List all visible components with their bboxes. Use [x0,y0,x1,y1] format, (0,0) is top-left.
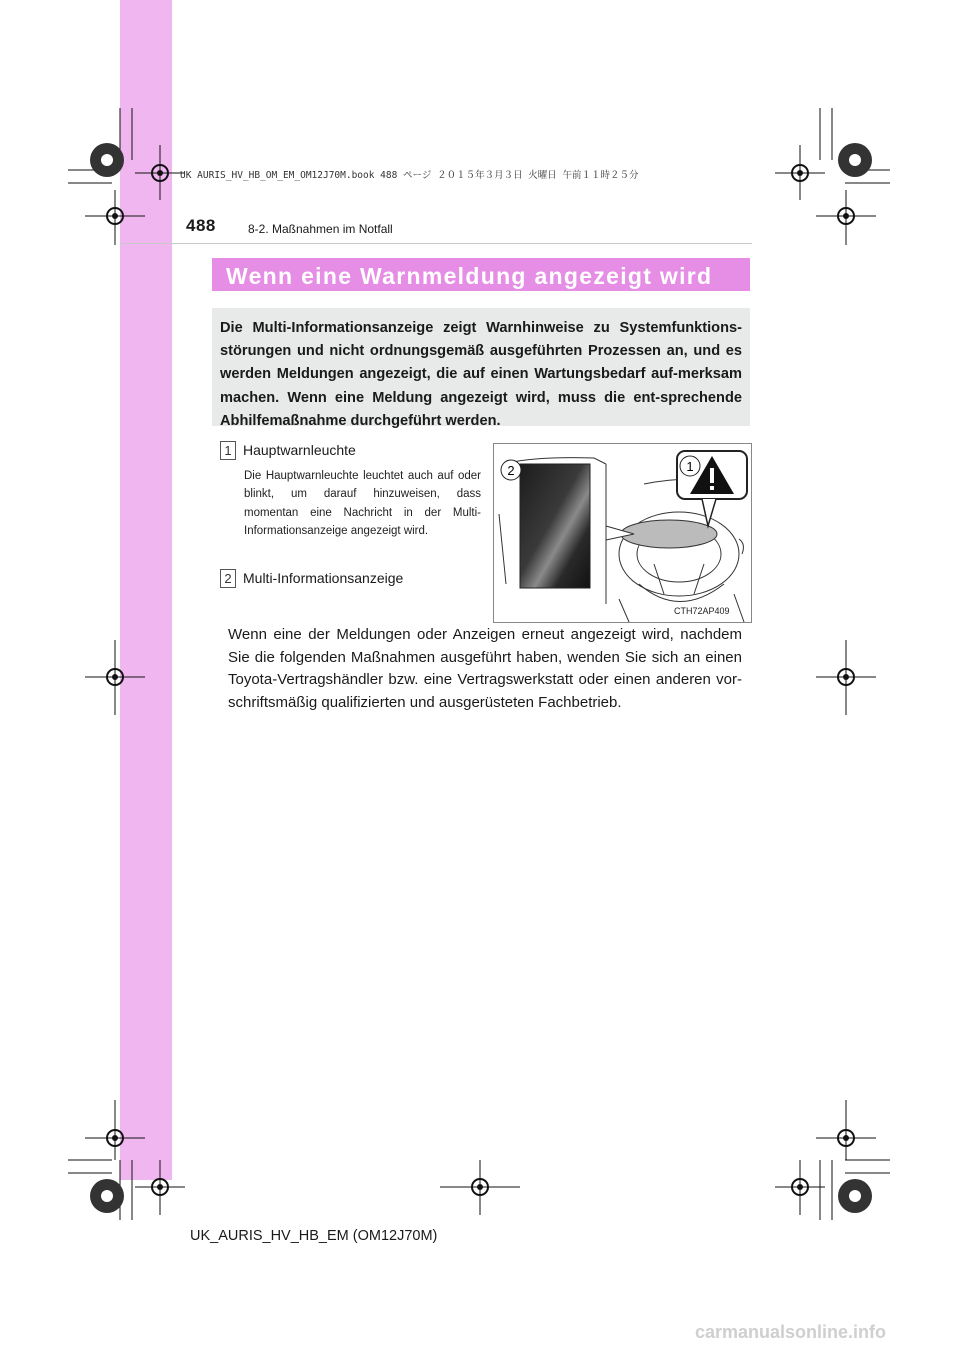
callout-2: 2 [507,463,515,478]
item-number-1: 1 [220,441,236,460]
figure-code: CTH72AP409 [674,606,730,616]
watermark: carmanualsonline.info [695,1322,887,1342]
callout-1: 1 [686,459,694,474]
book-file-banner: UK AURIS_HV_HB_OM_EM_OM12J70M.book 488 ページ ２０１５年３月３日 火曜日 午前１１時２５分 [180,170,639,181]
item-title-1: Hauptwarnleuchte [243,442,356,458]
page-title: Wenn eine Warnmeldung angezeigt wird [226,263,713,289]
intro-text: Die Multi-Informationsanzeige zeigt Warnhinweise zu Systemfunktions-störungen und nicht ordnungsgemäß ausgeführten Prozessen an, und es werden Meldungen angezeigt, die auf einen Wartungsbedarf auf-merksam machen. Wenn eine Meldung angezeigt wird, muss die ent-sprechende Abhilfemaßnahme durchgeführt werden. [220,320,742,429]
dashboard-illustration [494,444,751,622]
section-heading: 8-2. Maßnahmen im Notfall [248,222,393,236]
header-rule [120,243,752,244]
footer-code: UK_AURIS_HV_HB_EM (OM12J70M) [190,1228,438,1244]
dashboard-figure [493,443,752,623]
multi-information-display [520,464,590,588]
page-number: 488 [186,216,216,235]
body-paragraph: Wenn eine der Meldungen oder Anzeigen erneut angezeigt wird, nachdem Sie die folgenden Maßnahmen ausgeführt haben, wenden Sie sich an einen Toyota-Vertragshändler bzw. eine Vertragswerkstatt oder einen anderen vor-schriftsmäßig qualifizierten und ausgerüsteten Fachbetrieb. [228,626,742,711]
item-title-2: Multi-Informationsanzeige [243,570,404,586]
item-description-1: Die Hauptwarnleuchte leuchtet auch auf oder blinkt, um darauf hinzuweisen, dass momentan eine Nachricht in der Multi-Informationsanzeige angezeigt wird. [244,470,481,538]
item-number-2: 2 [220,569,236,588]
